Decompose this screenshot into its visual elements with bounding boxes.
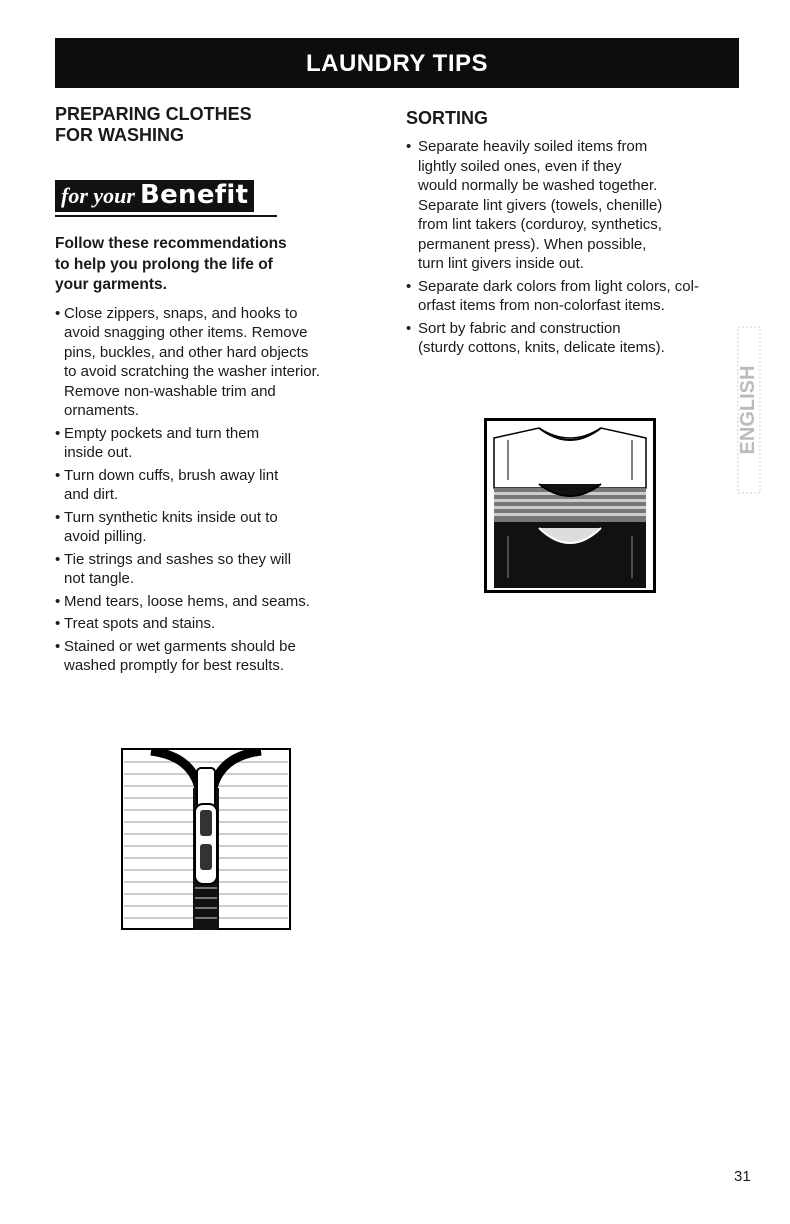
tip-line: lightly soiled ones, even if they: [418, 157, 622, 175]
tip-line: • Treat spots and stains.: [64, 615, 216, 632]
sorting-heading: SORTING: [406, 108, 489, 128]
tip-item: [406, 319, 756, 358]
tip-line: • Turn synthetic knits inside out to: [64, 508, 278, 526]
tip-item: [55, 304, 385, 421]
tip-line: avoid snagging other items. Remove: [64, 324, 308, 341]
tip-line: • Close zippers, snaps, and hooks to: [64, 304, 298, 322]
heading-line: PREPARING CLOTHES: [55, 104, 252, 124]
intro-line: your garments.: [55, 276, 167, 293]
tip-line: • Separate dark colors from light colors, col-: [418, 277, 699, 295]
tip-line: • Turn down cuffs, brush away lint: [64, 466, 279, 484]
preparing-heading: [55, 104, 385, 146]
tip-line: Separate lint givers (towels, chenille): [418, 196, 663, 214]
tip-line: pins, buckles, and other hard objects: [64, 343, 309, 361]
zipper-pull: [195, 768, 217, 884]
benefit-underline: [55, 215, 277, 217]
recommendation-intro: [55, 234, 385, 296]
tip-line: • Sort by fabric and construction: [418, 319, 621, 337]
for-your-benefit-badge: [55, 180, 277, 217]
tip-item: [55, 637, 385, 676]
sorting-tips-list: [406, 137, 756, 358]
dark-shirt: [494, 522, 646, 588]
tip-line: • Separate heavily soiled items from: [418, 138, 648, 155]
benefit-small-text: for your: [61, 183, 135, 208]
sorted-shirts-illustration: [484, 418, 656, 593]
tip-line: • Empty pockets and turn them: [64, 424, 260, 442]
side-tab-label: ENGLISH: [737, 365, 759, 455]
tip-item: [406, 277, 756, 316]
tip-line: not tangle.: [64, 570, 135, 587]
benefit-logo: [55, 180, 254, 212]
tip-line: ornaments.: [64, 402, 140, 419]
tip-line: • Tie strings and sashes so they will: [64, 550, 292, 568]
tip-line: permanent press). When possible,: [418, 235, 647, 253]
tip-line: orfast items from non-colorfast items.: [418, 297, 665, 314]
tip-line: from lint takers (corduroy, synthetics,: [418, 216, 662, 233]
tip-line: to avoid scratching the washer interior.: [64, 363, 320, 380]
tip-item: [55, 424, 385, 463]
section-banner: LAUNDRY TIPS: [55, 38, 739, 88]
intro-line: Follow these recommendations: [55, 235, 287, 252]
tip-line: (sturdy cottons, knits, delicate items).: [418, 339, 665, 356]
tip-line: would normally be washed together.: [418, 177, 658, 194]
heading-line: FOR WASHING: [55, 125, 184, 145]
tip-line: avoid pilling.: [64, 528, 147, 545]
tip-line: inside out.: [64, 444, 133, 461]
tip-line: washed promptly for best results.: [64, 657, 285, 674]
zipper-illustration: [121, 748, 291, 930]
striped-shirt: [494, 484, 646, 522]
intro-line: to help you prolong the life of: [55, 255, 273, 273]
page-number: 31: [734, 1168, 751, 1185]
tip-line: Remove non-washable trim and: [64, 382, 276, 400]
tip-line: • Mend tears, loose hems, and seams.: [64, 592, 310, 610]
language-side-tab: [736, 325, 762, 495]
preparing-section: [55, 104, 385, 679]
tip-item: [55, 592, 385, 612]
tip-item: [55, 466, 385, 505]
sorting-section: [406, 108, 756, 361]
tip-line: and dirt.: [64, 486, 119, 503]
tip-item: [55, 614, 385, 634]
tip-line: turn lint givers inside out.: [418, 255, 584, 272]
preparing-tips-list: [55, 304, 385, 676]
tip-item: [406, 137, 756, 274]
tip-line: • Stained or wet garments should be: [64, 637, 296, 655]
benefit-big-text: Benefit: [139, 180, 249, 210]
tip-item: [55, 508, 385, 547]
tip-item: [55, 550, 385, 589]
